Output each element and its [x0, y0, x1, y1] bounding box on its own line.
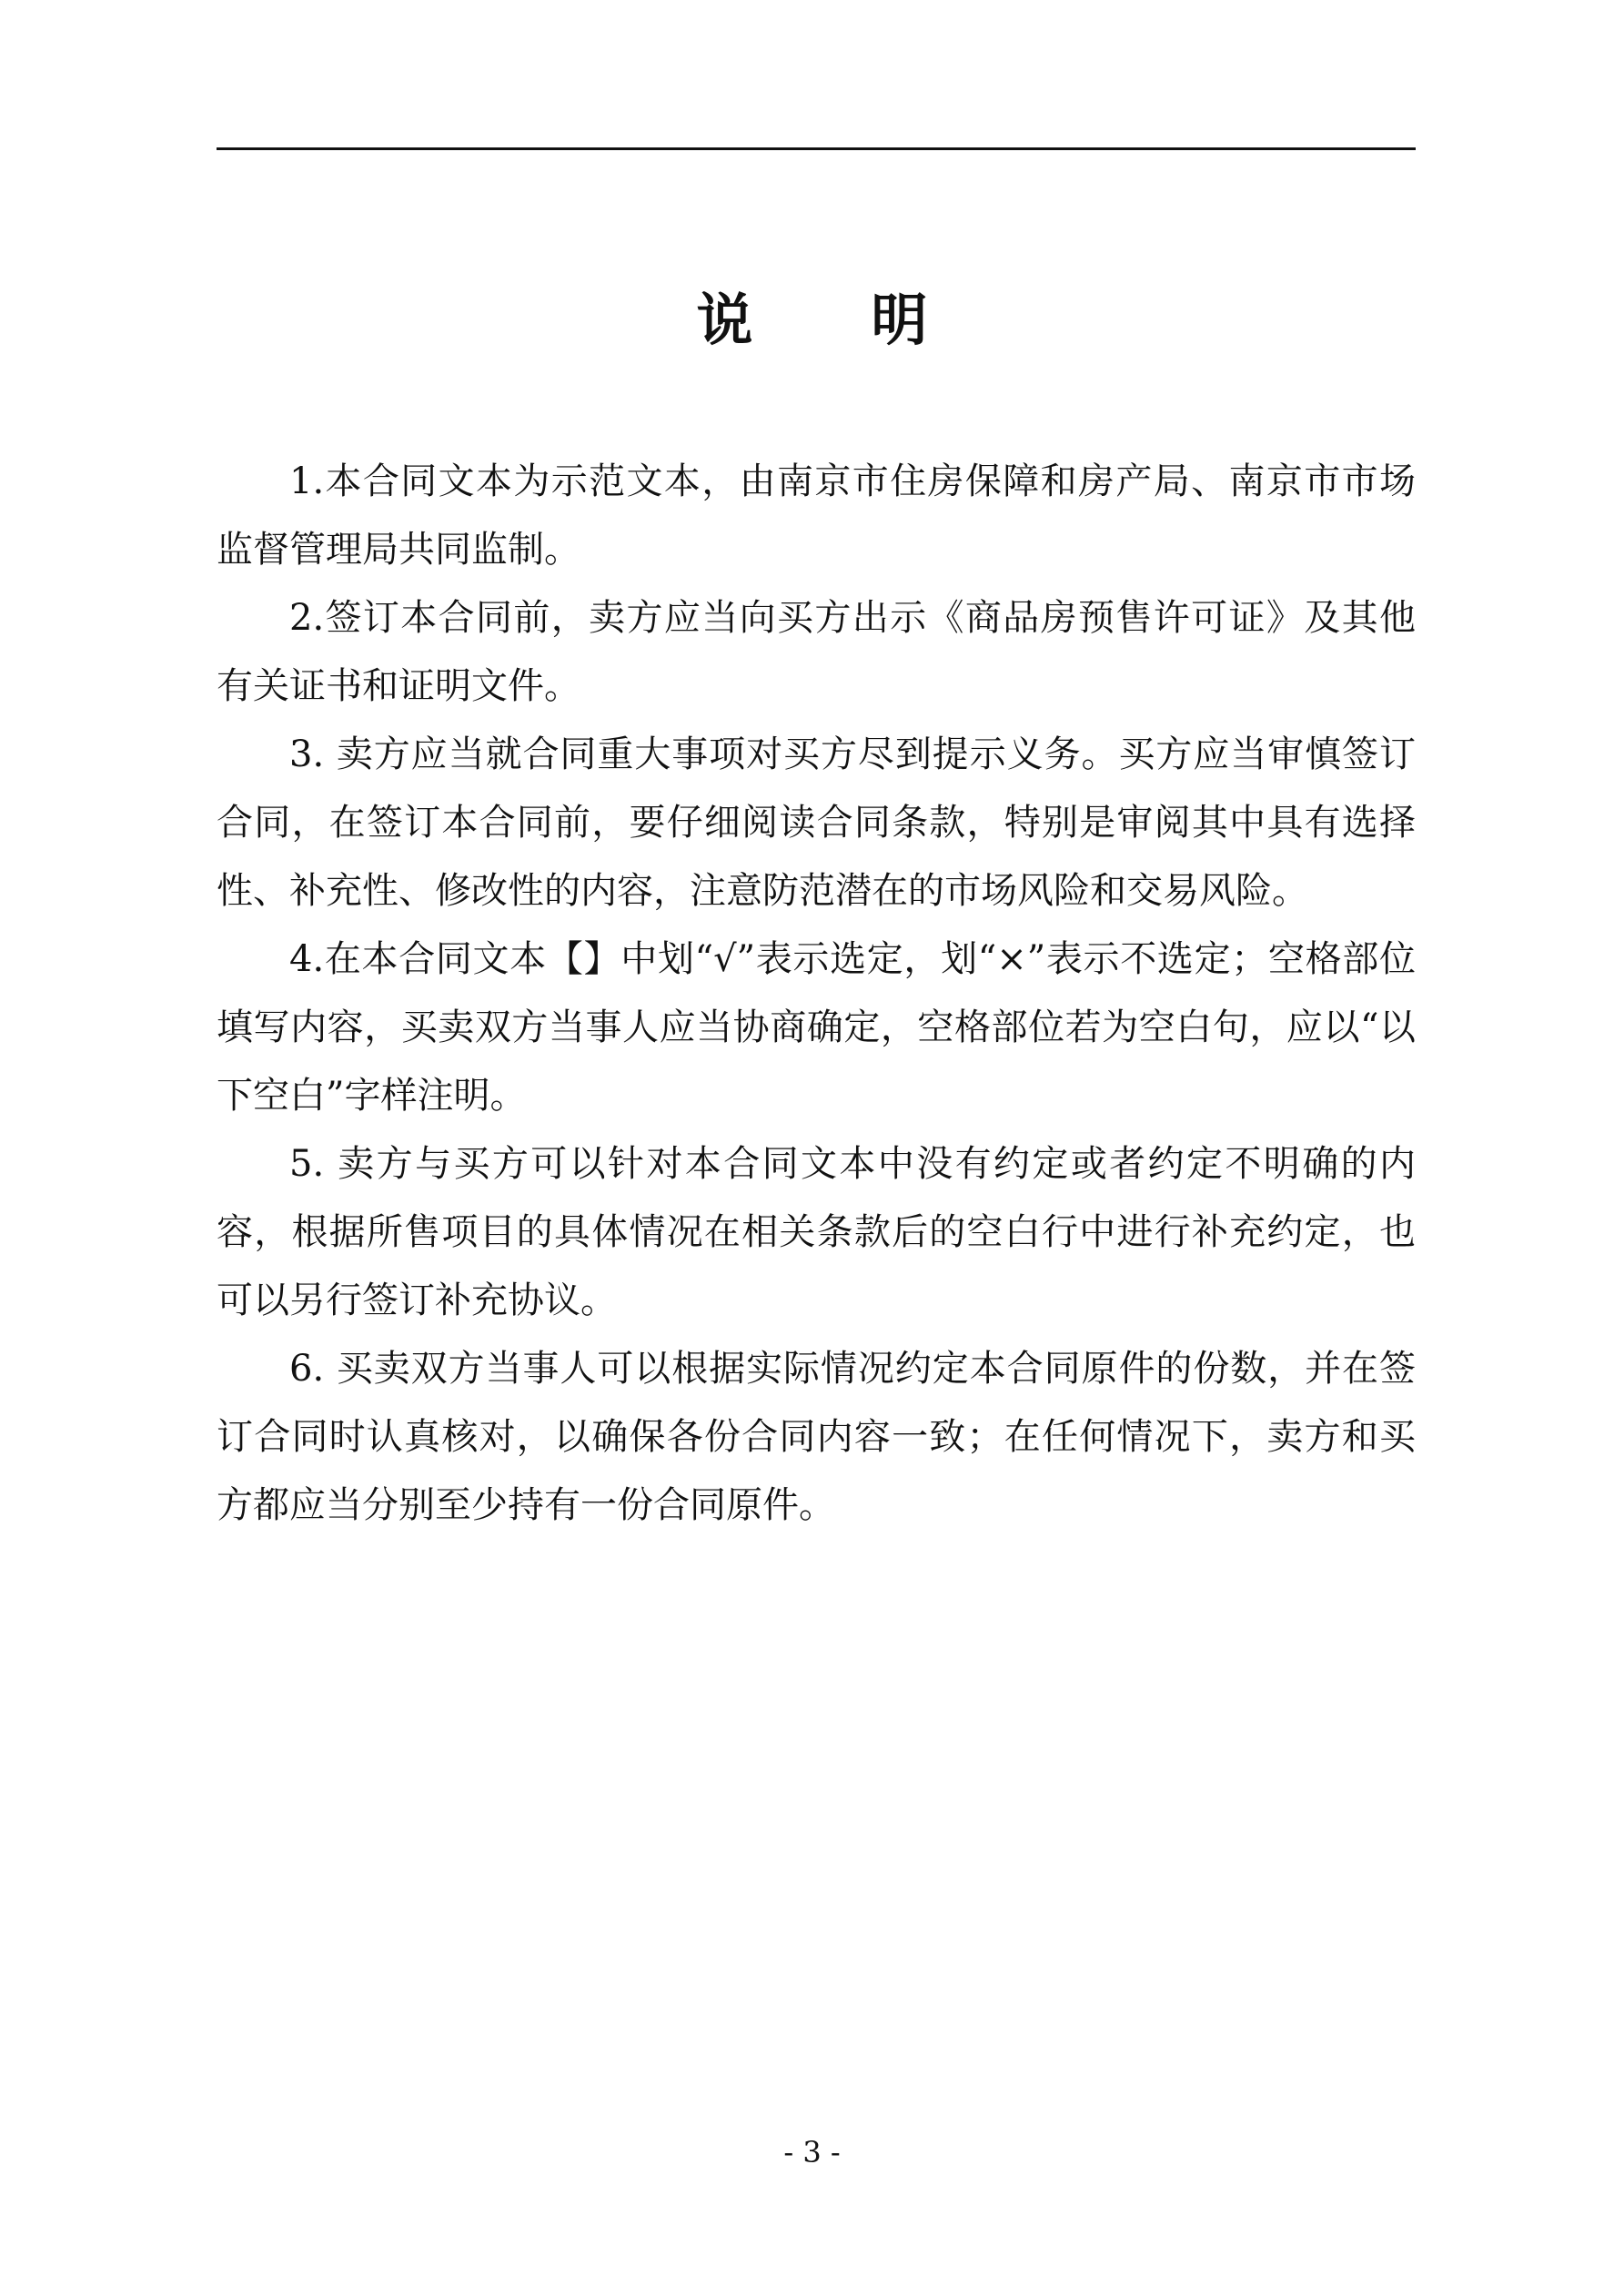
paragraph-1: 1.本合同文本为示范文本，由南京市住房保障和房产局、南京市市场监督管理局共同监制。 — [217, 460, 1416, 571]
paragraph-3: 3. 卖方应当就合同重大事项对买方尽到提示义务。买方应当审慎签订合同，在签订本合同前，要仔细阅读合同条款，特别是审阅其中具有选择性、补充性、修改性的内容，注意防范潜在的市场风险和交易风险。 — [217, 733, 1416, 912]
paragraph-2: 2.签订本合同前，卖方应当向买方出示《商品房预售许可证》及其他有关证书和证明文件。 — [217, 597, 1416, 707]
page-title: 说明 — [696, 287, 1046, 353]
page-number: - 3 - — [783, 2135, 841, 2170]
paragraph-6: 6. 买卖双方当事人可以根据实际情况约定本合同原件的份数，并在签订合同时认真核对，以确保各份合同内容一致；在任何情况下，卖方和买方都应当分别至少持有一份合同原件。 — [217, 1348, 1416, 1526]
header-rule — [217, 147, 1416, 150]
paragraph-4: 4.在本合同文本【】中划“√”表示选定，划“×”表示不选定；空格部位填写内容，买卖双方当事人应当协商确定，空格部位若为空白句，应以“以下空白”字样注明。 — [217, 938, 1416, 1117]
paragraph-5: 5. 卖方与买方可以针对本合同文本中没有约定或者约定不明确的内容，根据所售项目的具体情况在相关条款后的空白行中进行补充约定，也可以另行签订补充协议。 — [217, 1143, 1416, 1321]
document-body — [217, 448, 1416, 1540]
